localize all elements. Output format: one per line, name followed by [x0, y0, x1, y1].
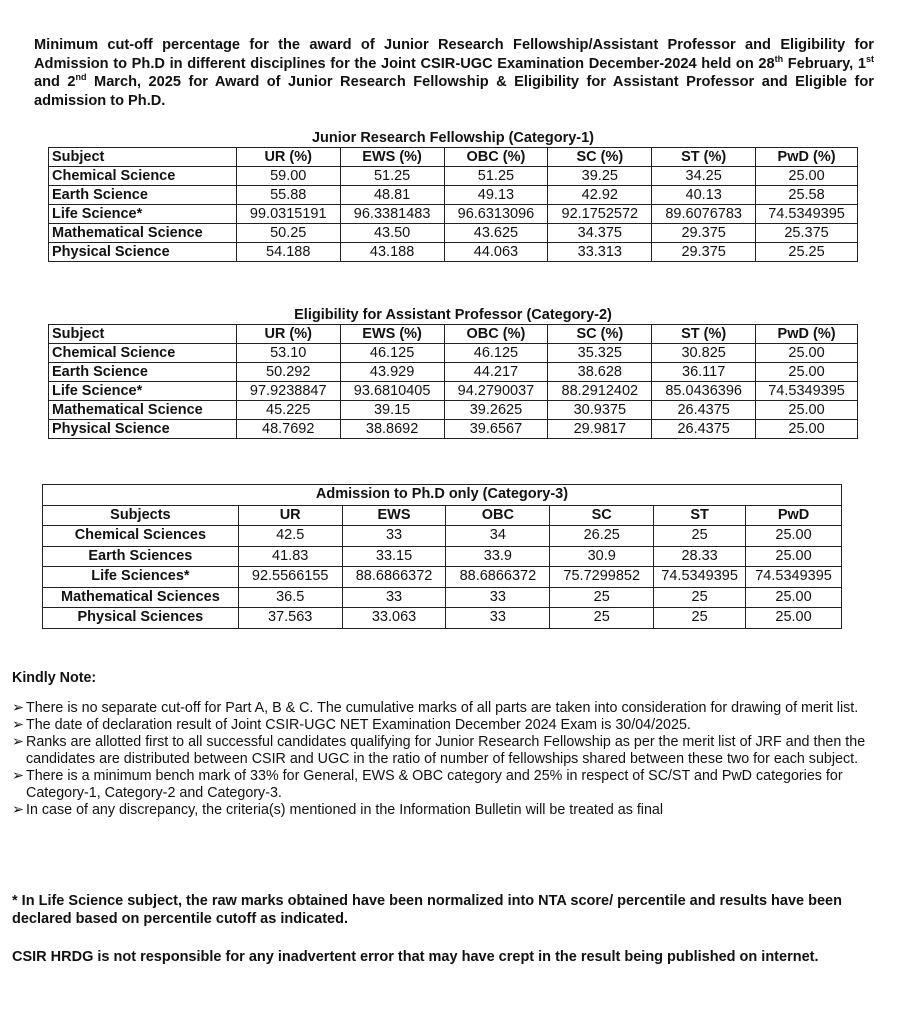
table-header-row [49, 325, 858, 344]
value-cell: 41.83 [238, 546, 342, 567]
value-cell: 46.125 [444, 344, 548, 363]
column-header: ST (%) [652, 325, 756, 344]
value-cell: 26.4375 [652, 401, 756, 420]
value-cell: 42.5 [238, 526, 342, 547]
value-cell: 49.13 [444, 186, 548, 205]
column-header: EWS [342, 505, 446, 526]
value-cell: 92.1752572 [548, 205, 652, 224]
value-cell: 97.9238847 [236, 382, 340, 401]
heading-part1: Minimum cut-off percentage for the award of Junior Research Fellowship/Assistant Professor and Eligibility for Admission to Ph.D in different disciplines for the Joint CSIR-UGC Examination December-2024 held on 28 [34, 37, 874, 72]
value-cell: 36.5 [238, 587, 342, 608]
value-cell: 25.00 [756, 167, 858, 186]
note-item [12, 768, 896, 802]
value-cell: 35.325 [548, 344, 652, 363]
value-cell: 39.6567 [444, 420, 548, 439]
note-text: Ranks are allotted first to all successful candidates qualifying for Junior Research Fellowship as per the merit list of JRF and then the candidates are distributed between CSIR and UGC in the ratio of number of fellowships shared between these two for each subject. [26, 734, 866, 767]
table-row [49, 186, 858, 205]
life-science-footnote: * In Life Science subject, the raw marks obtained have been normalized into NTA score/ percentile and results have been declared based on percentile cutoff as indicated. [12, 893, 842, 927]
value-cell: 74.5349395 [654, 567, 746, 588]
disclaimer: CSIR HRDG is not responsible for any inadvertent error that may have crept in the result being published on internet. [12, 949, 819, 965]
table-row [49, 224, 858, 243]
value-cell: 50.25 [236, 224, 340, 243]
value-cell: 88.6866372 [446, 567, 550, 588]
value-cell: 25.00 [756, 363, 858, 382]
subject-cell: Chemical Sciences [43, 526, 239, 547]
value-cell: 40.13 [652, 186, 756, 205]
value-cell: 36.117 [652, 363, 756, 382]
value-cell: 39.2625 [444, 401, 548, 420]
column-header: PwD (%) [756, 325, 858, 344]
value-cell: 33.313 [548, 243, 652, 262]
value-cell: 26.25 [550, 526, 654, 547]
subject-cell: Physical Science [49, 243, 237, 262]
value-cell: 55.88 [236, 186, 340, 205]
value-cell: 25.58 [756, 186, 858, 205]
value-cell: 89.6076783 [652, 205, 756, 224]
jrf-cutoff-table [48, 129, 858, 262]
value-cell: 30.9375 [548, 401, 652, 420]
value-cell: 29.375 [652, 243, 756, 262]
value-cell: 25.25 [756, 243, 858, 262]
value-cell: 25.375 [756, 224, 858, 243]
value-cell: 39.25 [548, 167, 652, 186]
value-cell: 93.6810405 [340, 382, 444, 401]
subject-cell: Life Sciences* [43, 567, 239, 588]
value-cell: 25.00 [756, 420, 858, 439]
table-caption-row [49, 129, 858, 148]
table-row [43, 587, 842, 608]
value-cell: 25.00 [746, 546, 842, 567]
table-row [43, 546, 842, 567]
value-cell: 43.50 [340, 224, 444, 243]
column-header: EWS (%) [340, 325, 444, 344]
value-cell: 74.5349395 [756, 205, 858, 224]
value-cell: 34.375 [548, 224, 652, 243]
heading-sup1: th [774, 53, 784, 64]
value-cell: 25 [550, 608, 654, 629]
value-cell: 53.10 [236, 344, 340, 363]
value-cell: 43.188 [340, 243, 444, 262]
value-cell: 25.00 [756, 344, 858, 363]
value-cell: 92.5566155 [238, 567, 342, 588]
value-cell: 33 [342, 526, 446, 547]
value-cell: 39.15 [340, 401, 444, 420]
value-cell: 25 [654, 608, 746, 629]
column-header: PwD (%) [756, 148, 858, 167]
value-cell: 48.81 [340, 186, 444, 205]
table-row [49, 167, 858, 186]
arrow-bullet-icon: ➢ [12, 768, 24, 784]
arrow-bullet-icon: ➢ [12, 717, 24, 733]
table-row [43, 567, 842, 588]
notes-section [12, 670, 896, 819]
column-header: ST (%) [652, 148, 756, 167]
column-header: ST [654, 505, 746, 526]
table-caption-row [43, 485, 842, 506]
value-cell: 46.125 [340, 344, 444, 363]
value-cell: 33 [342, 587, 446, 608]
value-cell: 88.2912402 [548, 382, 652, 401]
column-header: SC (%) [548, 325, 652, 344]
value-cell: 29.9817 [548, 420, 652, 439]
subject-cell: Physical Science [49, 420, 237, 439]
subject-cell: Physical Sciences [43, 608, 239, 629]
table-row [49, 243, 858, 262]
value-cell: 96.6313096 [444, 205, 548, 224]
subject-cell: Chemical Science [49, 344, 237, 363]
heading-sup3: nd [75, 72, 87, 83]
value-cell: 26.4375 [652, 420, 756, 439]
heading-part4: March, 2025 for Award of Junior Research Fellowship & Eligibility for Assistant Professor and Eligible for admission to Ph.D. [34, 74, 874, 109]
table-row [43, 608, 842, 629]
value-cell: 51.25 [340, 167, 444, 186]
column-header: UR (%) [236, 325, 340, 344]
column-header: SC [550, 505, 654, 526]
value-cell: 30.9 [550, 546, 654, 567]
table-row [49, 382, 858, 401]
subject-cell: Earth Sciences [43, 546, 239, 567]
table-caption: Junior Research Fellowship (Category-1) [311, 130, 594, 146]
value-cell: 43.625 [444, 224, 548, 243]
value-cell: 25 [550, 587, 654, 608]
note-item [12, 717, 896, 734]
value-cell: 94.2790037 [444, 382, 548, 401]
value-cell: 28.33 [654, 546, 746, 567]
note-text: There is a minimum bench mark of 33% for General, EWS & OBC category and 25% in respect of SC/ST and PwD categories for Category-1, Category-2 and Category-3. [26, 768, 843, 801]
subject-cell: Mathematical Sciences [43, 587, 239, 608]
assistant-professor-cutoff-table [48, 306, 858, 439]
notes-list [12, 700, 896, 819]
value-cell: 74.5349395 [746, 567, 842, 588]
note-item [12, 734, 896, 768]
value-cell: 38.8692 [340, 420, 444, 439]
column-header: OBC [446, 505, 550, 526]
value-cell: 33 [446, 608, 550, 629]
column-header: OBC (%) [444, 148, 548, 167]
note-item [12, 700, 896, 717]
value-cell: 33.15 [342, 546, 446, 567]
value-cell: 37.563 [238, 608, 342, 629]
value-cell: 99.0315191 [236, 205, 340, 224]
note-item [12, 802, 896, 819]
column-header: SC (%) [548, 148, 652, 167]
table-row [49, 420, 858, 439]
table-row [49, 363, 858, 382]
heading-sup2: st [866, 53, 875, 64]
table-row [49, 344, 858, 363]
table-row [49, 205, 858, 224]
subject-cell: Mathematical Science [49, 224, 237, 243]
table-row [43, 526, 842, 547]
value-cell: 43.929 [340, 363, 444, 382]
table-caption: Admission to Ph.D only (Category-3) [43, 485, 842, 506]
subject-cell: Life Science* [49, 205, 237, 224]
value-cell: 30.825 [652, 344, 756, 363]
value-cell: 25.00 [756, 401, 858, 420]
note-text: There is no separate cut-off for Part A, B & C. The cumulative marks of all parts are taken into consideration for drawing of merit list. [26, 700, 859, 716]
value-cell: 34 [446, 526, 550, 547]
value-cell: 38.628 [548, 363, 652, 382]
value-cell: 85.0436396 [652, 382, 756, 401]
arrow-bullet-icon: ➢ [12, 700, 24, 716]
subject-cell: Earth Science [49, 363, 237, 382]
phd-admission-cutoff-table [42, 484, 842, 629]
value-cell: 42.92 [548, 186, 652, 205]
note-text: The date of declaration result of Joint CSIR-UGC NET Examination December 2024 Exam is 30/04/2025. [26, 717, 691, 733]
value-cell: 88.6866372 [342, 567, 446, 588]
value-cell: 59.00 [236, 167, 340, 186]
subject-cell: Chemical Science [49, 167, 237, 186]
value-cell: 25.00 [746, 526, 842, 547]
column-header: EWS (%) [340, 148, 444, 167]
value-cell: 50.292 [236, 363, 340, 382]
table-caption-row [49, 306, 858, 325]
table-header-row [49, 148, 858, 167]
value-cell: 44.063 [444, 243, 548, 262]
arrow-bullet-icon: ➢ [12, 734, 24, 750]
document-heading [34, 36, 874, 110]
column-header: OBC (%) [444, 325, 548, 344]
value-cell: 33.063 [342, 608, 446, 629]
value-cell: 45.225 [236, 401, 340, 420]
value-cell: 29.375 [652, 224, 756, 243]
table-header-row [43, 505, 842, 526]
subject-cell: Earth Science [49, 186, 237, 205]
value-cell: 51.25 [444, 167, 548, 186]
column-header: UR [238, 505, 342, 526]
heading-part3: and 2 [34, 74, 76, 90]
column-header: Subjects [43, 505, 239, 526]
value-cell: 33 [446, 587, 550, 608]
value-cell: 48.7692 [236, 420, 340, 439]
value-cell: 25 [654, 526, 746, 547]
notes-title: Kindly Note: [12, 670, 97, 686]
value-cell: 34.25 [652, 167, 756, 186]
value-cell: 54.188 [236, 243, 340, 262]
subject-cell: Life Science* [49, 382, 237, 401]
value-cell: 25 [654, 587, 746, 608]
column-header: UR (%) [236, 148, 340, 167]
value-cell: 75.7299852 [550, 567, 654, 588]
column-header: Subject [49, 325, 237, 344]
value-cell: 25.00 [746, 608, 842, 629]
heading-part2: February, 1 [783, 55, 866, 72]
value-cell: 74.5349395 [756, 382, 858, 401]
value-cell: 25.00 [746, 587, 842, 608]
table-caption: Eligibility for Assistant Professor (Category-2) [294, 307, 612, 323]
arrow-bullet-icon: ➢ [12, 802, 24, 818]
note-text: In case of any discrepancy, the criteria(s) mentioned in the Information Bulletin will be treated as final [26, 802, 664, 818]
value-cell: 33.9 [446, 546, 550, 567]
value-cell: 96.3381483 [340, 205, 444, 224]
column-header: Subject [49, 148, 237, 167]
column-header: PwD [746, 505, 842, 526]
value-cell: 44.217 [444, 363, 548, 382]
subject-cell: Mathematical Science [49, 401, 237, 420]
table-row [49, 401, 858, 420]
